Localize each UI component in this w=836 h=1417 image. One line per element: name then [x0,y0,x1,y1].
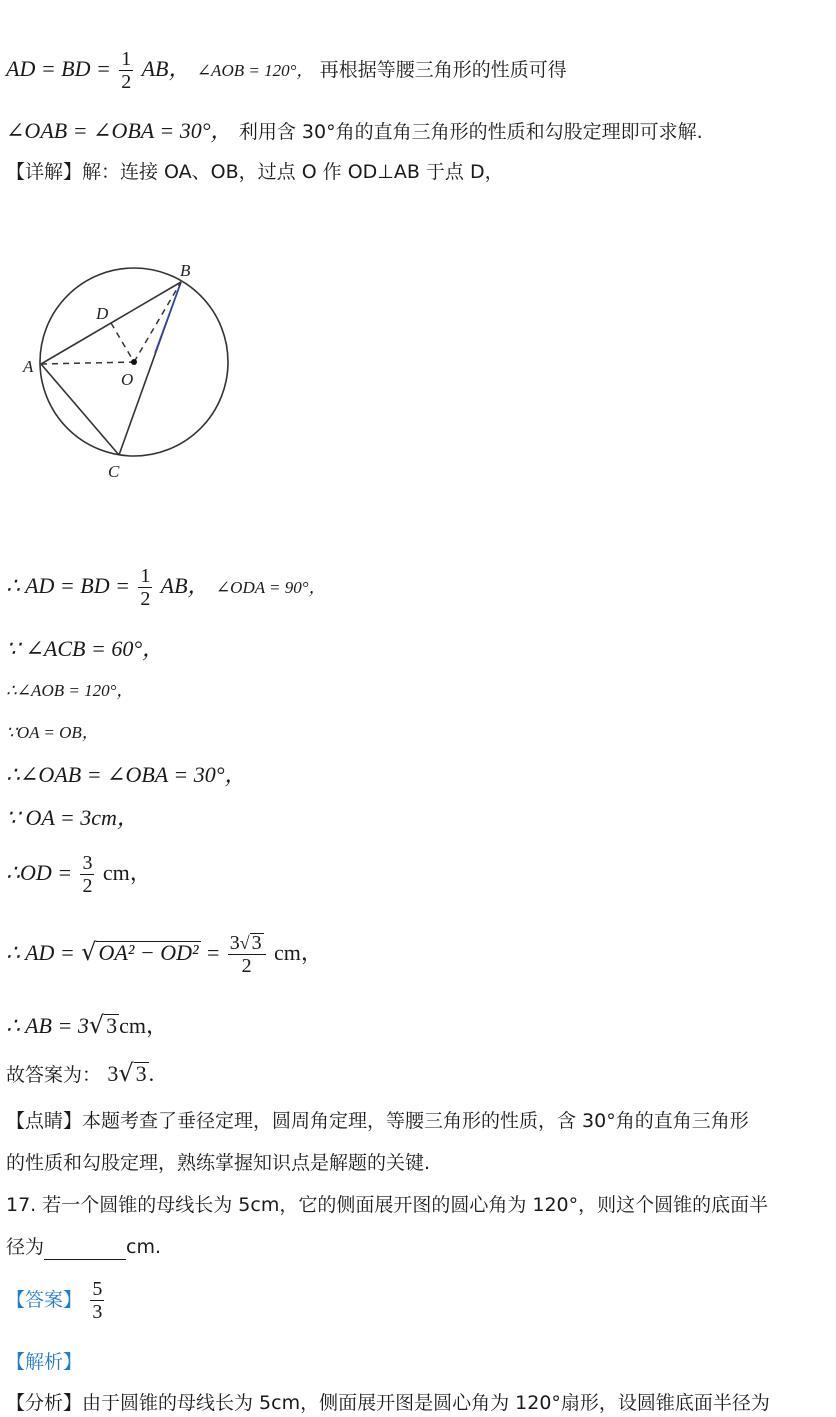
label-a: A [23,357,34,376]
step-9: ∴ AB = 3√3cm， [6,1011,169,1039]
fraction-half: $\frac{1}{2}$ [140,565,151,610]
comment-line-2: 的性质和勾股定理，熟练掌握知识点是解题的关键. [6,1152,431,1174]
fraction-three-halves: $\frac{3}{2}$ [82,852,93,897]
text-isosceles: 再根据等腰三角形的性质可得 [319,59,567,81]
segment-ob [134,282,181,362]
step-6: ∵ OA = 3cm， [6,805,139,830]
step-1: ∴ AD = BD = $\frac{1}{2}$ AB， ∠ODA = 90°， [6,565,326,610]
center-point [131,359,137,365]
segment-od [111,323,134,362]
math-angle-oab: ∠OAB = ∠OBA = 30°， [6,118,233,143]
fenxi-text: 由于圆锥的母线长为 5cm，侧面展开图是圆心角为 120°扇形，设圆锥底面半径为 [82,1392,770,1414]
answer-label: 【答案】 [6,1289,83,1311]
q17-line-1: 17. 若一个圆锥的母线长为 5cm，它的侧面展开图的圆心角为 120°，则这个圆锥的底面半 [6,1194,769,1216]
math-ad-bd: AD = BD = [6,56,111,81]
radical-sign: √ [81,938,97,966]
label-c: C [108,462,120,481]
q17-line-2: 径为 cm. [6,1236,162,1258]
step-5: ∴∠OAB = ∠OBA = 30°， [6,762,247,787]
step-3: ∴∠AOB = 120°， [6,681,134,700]
fenxi-label: 【分析】 [6,1392,83,1414]
text-solve-hint: 利用含 30°角的直角三角形的性质和勾股定理即可求解. [238,121,703,143]
fraction-half: $\frac{1}{2}$ [121,48,132,93]
fenxi-line [6,1390,770,1416]
fraction-three-root3-over-2: $\frac{3√ 3}{2}$ [228,932,266,977]
segment-ao [41,362,134,364]
text-line-2 [6,118,703,145]
circle-figure [18,255,238,485]
comment-line-1: 【点睛】本题考查了垂径定理，圆周角定理，等腰三角形的性质，含 30°角的直角三角形 [6,1110,749,1132]
text-line-3: 【详解】解：连接 OA、OB，过点 O 作 OD⊥AB 于点 D， [6,161,504,183]
answer-fraction: $\frac{5}{3}$ [92,1278,103,1323]
label-d: D [96,304,109,323]
answer-blank [44,1239,126,1260]
analysis-label: 【解析】 [6,1351,83,1373]
text-line-1 [6,48,567,93]
radicand: OA² − OD² [98,940,199,965]
math-angle-aob: ∠AOB = 120°， [196,61,314,80]
answer-line [6,1278,106,1323]
step-2: ∵ ∠ACB = 60°， [6,636,165,661]
math-ab: AB， [141,56,191,81]
label-b: B [180,261,191,280]
step-8: ∴ AD = √OA² − OD² = $\frac{3√ 3}{2}$ cm， [6,932,323,977]
label-o: O [121,370,134,389]
segment-bc-blue [155,282,181,353]
step-7: ∴OD = $\frac{3}{2}$ cm， [6,852,152,897]
step-10: 故答案为： 3√3. [6,1059,155,1087]
step-4: ∵OA = OB， [6,723,99,742]
